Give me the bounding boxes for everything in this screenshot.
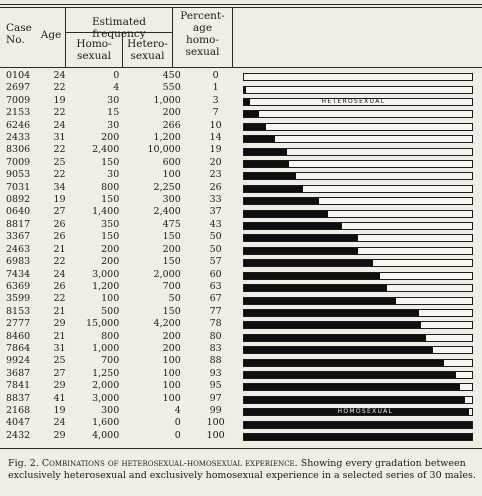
percentage-bar <box>243 334 473 342</box>
header-age: Age <box>40 29 62 41</box>
heterosexual-frequency-cell: 100 <box>162 380 181 392</box>
age-cell: 24 <box>53 70 66 81</box>
age-cell: 22 <box>53 169 66 181</box>
case-number: 2697 <box>6 82 31 94</box>
header-heterosexual-line1: Hetero- <box>127 38 168 50</box>
table-row <box>0 70 482 82</box>
bar-cell <box>243 231 482 243</box>
age-cell: 26 <box>53 218 66 230</box>
percentage-bar <box>243 86 473 94</box>
case-number: 7434 <box>6 268 31 280</box>
heterosexual-frequency-cell: 200 <box>162 342 181 354</box>
age-cell: 25 <box>53 355 66 367</box>
bar-cell <box>243 318 482 330</box>
table-row <box>0 281 482 293</box>
table-row <box>0 157 482 169</box>
homosexual-frequency-cell: 2,400 <box>92 144 120 156</box>
case-number: 0892 <box>6 194 31 206</box>
age-cell: 22 <box>53 82 66 94</box>
homosexual-frequency-cell: 0 <box>113 70 120 81</box>
header-case-no <box>6 22 40 46</box>
bar-cell <box>243 157 482 169</box>
age-cell: 24 <box>53 119 66 131</box>
percentage-bar <box>243 396 473 404</box>
homosexual-frequency-cell: 150 <box>101 194 120 206</box>
header-homosexual <box>66 38 122 62</box>
homosexual-frequency-cell: 2,000 <box>92 380 120 392</box>
table-row <box>0 95 482 107</box>
homosexual-frequency-cell: 150 <box>101 231 120 243</box>
heterosexual-frequency-cell: 100 <box>162 169 181 181</box>
percentage-cell: 77 <box>209 305 222 317</box>
age-cell: 19 <box>53 194 66 206</box>
age-cell: 27 <box>53 367 66 379</box>
bar-cell <box>243 269 482 281</box>
percentage-cell: 19 <box>209 144 222 156</box>
caption-title: Combinations of heterosexual-homosexual experience. <box>41 458 298 469</box>
percentage-bar-fill <box>244 260 374 266</box>
homosexual-frequency-cell: 800 <box>101 330 120 342</box>
homosexual-frequency-cell: 500 <box>101 305 120 317</box>
percentage-cell: 67 <box>209 293 222 305</box>
percentage-cell: 3 <box>212 94 219 106</box>
heterosexual-frequency-cell: 150 <box>162 231 181 243</box>
percentage-cell: 23 <box>209 169 222 181</box>
percentage-bar <box>243 297 473 305</box>
case-number: 2777 <box>6 318 31 330</box>
percentage-bar <box>243 110 473 118</box>
homosexual-bar-label: HOMOSEXUAL <box>337 408 394 416</box>
header-heterosexual-line2: sexual <box>130 50 165 62</box>
bar-cell <box>243 405 482 417</box>
percentage-cell: 10 <box>209 119 222 131</box>
table-row <box>0 380 482 392</box>
table-row <box>0 206 482 218</box>
bar-cell <box>243 417 482 429</box>
bar-cell <box>243 219 482 231</box>
percentage-bar <box>243 73 473 81</box>
age-cell: 24 <box>53 417 66 429</box>
percentage-cell: 63 <box>209 280 222 292</box>
caption-text: Showing every gradation between exclusively heterosexual and exclusively homosexual experience in a selected series of 30 males. <box>8 458 476 481</box>
percentage-cell: 14 <box>209 132 222 144</box>
bar-cell <box>243 144 482 156</box>
percentage-bar <box>243 234 473 242</box>
header-divider <box>232 8 233 67</box>
age-cell: 31 <box>53 342 66 354</box>
bar-cell <box>243 82 482 94</box>
percentage-cell: 1 <box>212 82 219 94</box>
homosexual-frequency-cell: 350 <box>101 218 120 230</box>
percentage-bar-fill <box>244 124 267 130</box>
figure-caption <box>8 458 476 482</box>
percentage-bar-fill <box>244 211 328 217</box>
heterosexual-frequency-cell: 2,000 <box>153 268 181 280</box>
percentage-cell: 100 <box>206 429 225 441</box>
percentage-bar-fill <box>244 372 456 378</box>
table-row <box>0 132 482 144</box>
percentage-bar-fill <box>244 235 358 241</box>
heterosexual-frequency-cell: 2,250 <box>153 181 181 193</box>
percentage-cell: 100 <box>206 417 225 429</box>
age-cell: 19 <box>53 404 66 416</box>
caption-fig-number: Fig. 2. <box>8 458 39 469</box>
homosexual-frequency-cell: 4 <box>113 82 120 94</box>
bar-cell <box>243 206 482 218</box>
age-cell: 24 <box>53 268 66 280</box>
heterosexual-frequency-cell: 150 <box>162 305 181 317</box>
percentage-bar-fill <box>244 322 422 328</box>
header-case-line2: No. <box>6 34 25 46</box>
percentage-bar-fill <box>244 136 276 142</box>
percentage-cell: 37 <box>209 206 222 218</box>
case-number: 2432 <box>6 429 31 441</box>
homosexual-frequency-cell: 700 <box>101 355 120 367</box>
header-pct-line1: Percent- <box>180 10 225 22</box>
age-cell: 29 <box>53 318 66 330</box>
table-row <box>0 182 482 194</box>
homosexual-frequency-cell: 3,000 <box>92 268 120 280</box>
case-number: 8460 <box>6 330 31 342</box>
case-number: 3687 <box>6 367 31 379</box>
heterosexual-frequency-cell: 200 <box>162 107 181 119</box>
case-number: 7864 <box>6 342 31 354</box>
age-cell: 22 <box>53 256 66 268</box>
age-cell: 26 <box>53 231 66 243</box>
homosexual-frequency-cell: 300 <box>101 404 120 416</box>
percentage-bar-fill <box>244 335 426 341</box>
homosexual-frequency-cell: 800 <box>101 181 120 193</box>
percentage-bar <box>243 210 473 218</box>
percentage-bar <box>243 123 473 131</box>
homosexual-frequency-cell: 3,000 <box>92 392 120 404</box>
percentage-bar <box>243 383 473 391</box>
homosexual-frequency-cell: 200 <box>101 132 120 144</box>
age-cell: 41 <box>53 392 66 404</box>
heterosexual-frequency-cell: 200 <box>162 330 181 342</box>
bar-cell <box>243 393 482 405</box>
percentage-cell: 33 <box>209 194 222 206</box>
heterosexual-bar-label: HETEROSEXUAL <box>321 98 386 106</box>
percentage-bar-fill <box>244 298 397 304</box>
header-homosexual-line2: sexual <box>77 50 111 62</box>
bar-cell <box>243 132 482 144</box>
case-number: 7009 <box>6 156 31 168</box>
table-row <box>0 219 482 231</box>
age-cell: 19 <box>53 94 66 106</box>
bar-cell <box>243 70 482 82</box>
bar-cell <box>243 306 482 318</box>
percentage-bar-fill <box>244 248 358 254</box>
homosexual-frequency-cell: 15 <box>107 107 120 119</box>
header-estimated-frequency: Estimated frequency <box>91 16 146 40</box>
heterosexual-frequency-cell: 550 <box>162 82 181 94</box>
table-row <box>0 231 482 243</box>
age-cell: 25 <box>53 156 66 168</box>
bar-cell <box>243 194 482 206</box>
percentage-cell: 97 <box>209 392 222 404</box>
case-number: 8153 <box>6 305 31 317</box>
bar-cell <box>243 95 482 107</box>
percentage-bar <box>243 408 473 416</box>
percentage-cell: 43 <box>209 218 222 230</box>
table-row <box>0 430 482 442</box>
age-cell: 21 <box>53 330 66 342</box>
heterosexual-frequency-cell: 266 <box>162 119 181 131</box>
percentage-bar <box>243 185 473 193</box>
homosexual-frequency-cell: 1,400 <box>92 206 120 218</box>
case-number: 6983 <box>6 256 31 268</box>
header-case-line1: Case <box>6 22 32 34</box>
bar-cell <box>243 244 482 256</box>
heterosexual-frequency-cell: 50 <box>168 293 181 305</box>
percentage-bar <box>243 284 473 292</box>
table-row <box>0 417 482 429</box>
header-bottom-rule <box>0 67 482 68</box>
case-number: 3599 <box>6 293 31 305</box>
table-row <box>0 343 482 355</box>
table-row <box>0 306 482 318</box>
percentage-bar <box>243 135 473 143</box>
bar-cell <box>243 343 482 355</box>
percentage-cell: 80 <box>209 330 222 342</box>
table-row <box>0 120 482 132</box>
case-number: 2433 <box>6 132 31 144</box>
percentage-cell: 95 <box>209 380 222 392</box>
percentage-cell: 93 <box>209 367 222 379</box>
percentage-cell: 50 <box>209 243 222 255</box>
percentage-cell: 99 <box>209 404 222 416</box>
heterosexual-frequency-cell: 2,400 <box>153 206 181 218</box>
table-row <box>0 405 482 417</box>
homosexual-frequency-cell: 30 <box>107 94 120 106</box>
percentage-bar <box>243 172 473 180</box>
header-heterosexual <box>123 38 172 62</box>
bar-cell <box>243 331 482 343</box>
table-row <box>0 318 482 330</box>
heterosexual-frequency-cell: 700 <box>162 280 181 292</box>
bar-cell <box>243 107 482 119</box>
percentage-bar <box>243 160 473 168</box>
percentage-bar-fill <box>244 384 461 390</box>
percentage-bar-fill <box>244 161 290 167</box>
heterosexual-frequency-cell: 100 <box>162 355 181 367</box>
case-number: 7841 <box>6 380 31 392</box>
heterosexual-frequency-cell: 600 <box>162 156 181 168</box>
homosexual-frequency-cell: 1,600 <box>92 417 120 429</box>
percentage-bar-fill <box>244 360 445 366</box>
heterosexual-frequency-cell: 1,200 <box>153 132 181 144</box>
homosexual-frequency-cell: 1,250 <box>92 367 120 379</box>
age-cell: 29 <box>53 380 66 392</box>
heterosexual-frequency-cell: 300 <box>162 194 181 206</box>
heterosexual-frequency-cell: 0 <box>174 429 181 441</box>
case-number: 6246 <box>6 119 31 131</box>
age-cell: 27 <box>53 206 66 218</box>
percentage-bar-fill <box>244 223 342 229</box>
homosexual-frequency-cell: 200 <box>101 256 120 268</box>
percentage-bar-fill <box>244 186 303 192</box>
header-homosexual-line1: Homo- <box>76 38 112 50</box>
case-number: 0640 <box>6 206 31 218</box>
case-number: 7031 <box>6 181 31 193</box>
percentage-bar <box>243 259 473 267</box>
age-cell: 31 <box>53 132 66 144</box>
percentage-bar <box>243 148 473 156</box>
percentage-bar <box>243 321 473 329</box>
heterosexual-frequency-cell: 100 <box>162 392 181 404</box>
percentage-cell: 0 <box>212 70 219 81</box>
homosexual-frequency-cell: 150 <box>101 156 120 168</box>
percentage-bar <box>243 433 473 441</box>
case-number: 2168 <box>6 404 31 416</box>
age-cell: 34 <box>53 181 66 193</box>
homosexual-frequency-cell: 1,200 <box>92 280 120 292</box>
percentage-bar <box>243 98 473 106</box>
percentage-cell: 88 <box>209 355 222 367</box>
bar-cell <box>243 430 482 442</box>
case-number: 8837 <box>6 392 31 404</box>
table-row <box>0 269 482 281</box>
bar-cell <box>243 293 482 305</box>
top-rule <box>0 4 482 5</box>
heterosexual-frequency-cell: 200 <box>162 243 181 255</box>
bar-cell <box>243 169 482 181</box>
case-number: 2153 <box>6 107 31 119</box>
table-row <box>0 256 482 268</box>
table-row <box>0 355 482 367</box>
bar-cell <box>243 120 482 132</box>
heterosexual-frequency-cell: 450 <box>162 70 181 81</box>
header-pct-line3: homo- <box>186 34 219 46</box>
table-row <box>0 82 482 94</box>
percentage-bar <box>243 346 473 354</box>
case-number: 6369 <box>6 280 31 292</box>
table-row <box>0 393 482 405</box>
percentage-bar-fill <box>244 285 388 291</box>
case-number: 7009 <box>6 94 31 106</box>
bar-cell <box>243 182 482 194</box>
table-row <box>0 107 482 119</box>
bar-cell <box>243 355 482 367</box>
bar-cell <box>243 281 482 293</box>
age-cell: 21 <box>53 243 66 255</box>
bar-cell <box>243 380 482 392</box>
case-number: 3367 <box>6 231 31 243</box>
heterosexual-frequency-cell: 150 <box>162 256 181 268</box>
header-pct-line4: sexual <box>185 46 220 58</box>
homosexual-frequency-cell: 100 <box>101 293 120 305</box>
age-cell: 26 <box>53 280 66 292</box>
table-row <box>0 368 482 380</box>
percentage-cell: 78 <box>209 318 222 330</box>
age-cell: 21 <box>53 305 66 317</box>
table-row <box>0 331 482 343</box>
homosexual-frequency-cell: 1,000 <box>92 342 120 354</box>
age-cell: 29 <box>53 429 66 441</box>
case-number: 9053 <box>6 169 31 181</box>
table-row <box>0 169 482 181</box>
homosexual-frequency-cell: 4,000 <box>92 429 120 441</box>
percentage-cell: 7 <box>212 107 219 119</box>
percentage-cell: 83 <box>209 342 222 354</box>
heterosexual-frequency-cell: 0 <box>174 417 181 429</box>
top-rule-inner <box>0 7 482 8</box>
homosexual-frequency-cell: 30 <box>107 119 120 131</box>
percentage-cell: 20 <box>209 156 222 168</box>
data-table <box>0 70 482 442</box>
percentage-bar-fill <box>244 111 260 117</box>
bar-cell <box>243 256 482 268</box>
percentage-bar-fill <box>244 99 251 105</box>
header-percentage <box>173 10 232 58</box>
case-number: 8817 <box>6 218 31 230</box>
case-number: 0104 <box>6 70 31 81</box>
heterosexual-frequency-cell: 10,000 <box>147 144 181 156</box>
heterosexual-frequency-cell: 4,200 <box>153 318 181 330</box>
heterosexual-frequency-cell: 1,000 <box>153 94 181 106</box>
percentage-cell: 57 <box>209 256 222 268</box>
case-number: 9924 <box>6 355 31 367</box>
data-table-body <box>0 70 482 442</box>
percentage-bar-fill <box>244 198 319 204</box>
bottom-rule <box>0 448 482 449</box>
heterosexual-frequency-cell: 475 <box>162 218 181 230</box>
case-number: 8306 <box>6 144 31 156</box>
header-pct-line2: age <box>192 22 213 34</box>
percentage-cell: 26 <box>209 181 222 193</box>
percentage-bar-fill <box>244 434 472 440</box>
percentage-bar <box>243 197 473 205</box>
percentage-bar-fill <box>244 87 246 93</box>
percentage-bar <box>243 247 473 255</box>
percentage-bar <box>243 222 473 230</box>
age-cell: 22 <box>53 293 66 305</box>
case-number: 2463 <box>6 243 31 255</box>
percentage-bar <box>243 421 473 429</box>
homosexual-frequency-cell: 15,000 <box>86 318 120 330</box>
table-row <box>0 244 482 256</box>
percentage-bar-fill <box>244 173 296 179</box>
percentage-bar <box>243 272 473 280</box>
percentage-bar-fill <box>244 397 465 403</box>
homosexual-frequency-cell: 200 <box>101 243 120 255</box>
homosexual-frequency-cell: 30 <box>107 169 120 181</box>
age-cell: 22 <box>53 107 66 119</box>
case-number: 4047 <box>6 417 31 429</box>
table-row <box>0 144 482 156</box>
percentage-cell: 60 <box>209 268 222 280</box>
percentage-bar-fill <box>244 310 420 316</box>
bar-cell <box>243 368 482 380</box>
heterosexual-frequency-cell: 100 <box>162 367 181 379</box>
table-row <box>0 194 482 206</box>
heterosexual-frequency-cell: 4 <box>174 404 181 416</box>
percentage-bar <box>243 371 473 379</box>
percentage-bar-fill <box>244 347 433 353</box>
percentage-bar-fill <box>244 422 472 428</box>
table-row <box>0 293 482 305</box>
age-cell: 22 <box>53 144 66 156</box>
percentage-bar <box>243 309 473 317</box>
percentage-cell: 50 <box>209 231 222 243</box>
percentage-bar-fill <box>244 149 287 155</box>
percentage-bar-fill <box>244 273 381 279</box>
percentage-bar <box>243 359 473 367</box>
